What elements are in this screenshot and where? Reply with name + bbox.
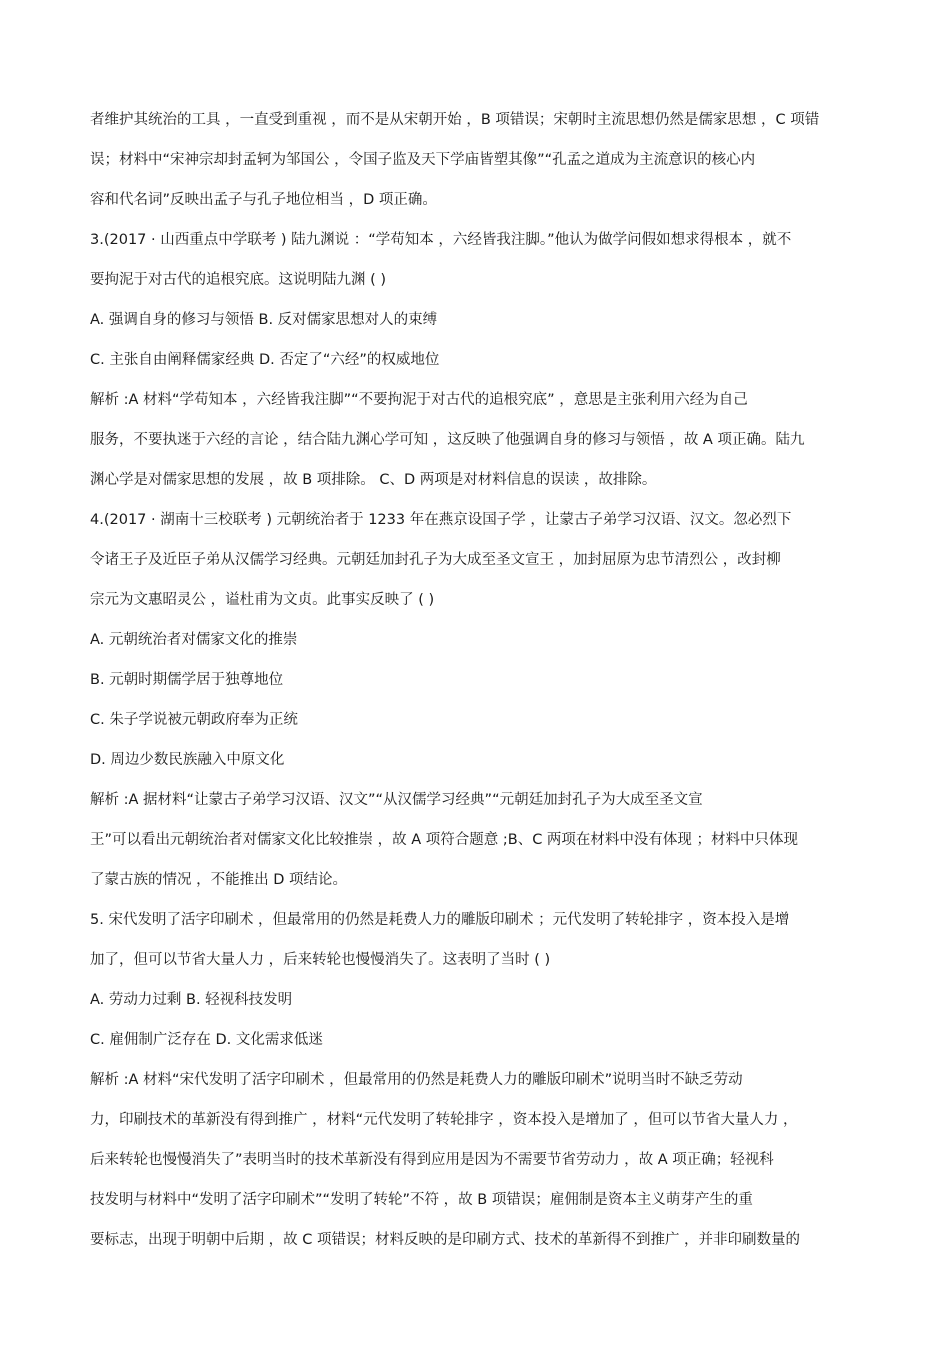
answer-option-a: A. 元朝统治者对儒家文化的推崇 [90,632,298,648]
text-line: 加了，但可以节省大量人力 ，后来转轮也慢慢消失了。这表明了当时 ( ) [90,952,551,968]
text-line: 容和代名词”反映出孟子与孔子地位相当 ，D 项正确。 [90,192,437,208]
text-line: 宗元为文惠昭灵公 ，谥杜甫为文贞。此事实反映了 ( ) [90,592,435,608]
text-line: 令诸王子及近臣子弟从汉儒学习经典。元朝廷加封孔子为大成至圣文宣王 ，加封屈原为忠节清烈公 ，改封柳 [90,552,781,568]
answer-options: A. 劳动力过剩 B. 轻视科技发明 [90,992,293,1008]
text-line: 者维护其统治的工具 ，一直受到重视 ，而不是从宋朝开始 ，B 项错误；宋朝时主流思想仍然是儒家思想 ，C 项错 [90,112,820,128]
text-line: 渊心学是对儒家思想的发展 ，故 B 项排除。 C、D 两项是对材料信息的误读 ，故排除。 [90,472,657,488]
text-line: 王”可以看出元朝统治者对儒家文化比较推崇 ，故 A 项符合题意 ;B、C 两项在材料中没有体现 ；材料中只体现 [90,832,799,848]
analysis-5: 解析 :A 材料“宋代发明了活字印刷术 ，但最常用的仍然是耗费人力的雕版印刷术”说明当时不缺乏劳动 [90,1072,743,1088]
question-5-stem: 5. 宋代发明了活字印刷术 ，但最常用的仍然是耗费人力的雕版印刷术 ；元代发明了转轮排字 ，资本投入是增 [90,912,790,928]
text-line: 了蒙古族的情况 ，不能推出 D 项结论。 [90,872,347,888]
text-line: 服务，不要执迷于六经的言论 ，结合陆九渊心学可知 ，这反映了他强调自身的修习与领悟 ，故 A 项正确。陆九 [90,432,805,448]
question-3-stem: 3.(2017 · 山西重点中学联考 ) 陆九渊说 ：“学苟知本 ，六经皆我注脚。”他认为做学问假如想求得根本 ，就不 [90,232,792,248]
answer-option-b: B. 元朝时期儒学居于独尊地位 [90,672,284,688]
answer-options: A. 强调自身的修习与领悟 B. 反对儒家思想对人的束缚 [90,312,438,328]
analysis-4: 解析 :A 据材料“让蒙古子弟学习汉语、汉文”“从汉儒学习经典”“元朝廷加封孔子为大成至圣文宣 [90,792,703,808]
question-4-stem: 4.(2017 · 湖南十三校联考 ) 元朝统治者于 1233 年在燕京设国子学 ，让蒙古子弟学习汉语、汉文。忽必烈下 [90,512,792,528]
text-line: 后来转轮也慢慢消失了”表明当时的技术革新没有得到应用是因为不需要节省劳动力 ，故 A 项正确；轻视科 [90,1152,774,1168]
answer-options: C. 主张自由阐释儒家经典 D. 否定了“六经”的权威地位 [90,352,440,368]
text-line: 要标志，出现于明朝中后期 ，故 C 项错误；材料反映的是印刷方式、技术的革新得不到推广 ，并非印刷数量的 [90,1232,801,1248]
text-line: 误；材料中“宋神宗却封孟轲为邹国公 ，令国子监及天下学庙皆塑其像”“孔孟之道成为主流意识的核心内 [90,152,756,168]
text-line: 技发明与材料中“发明了活字印刷术”“发明了转轮”不符 ，故 B 项错误；雇佣制是资本主义萌芽产生的重 [90,1192,753,1208]
analysis-3: 解析 :A 材料“学苟知本 ，六经皆我注脚”“不要拘泥于对古代的追根究底” ，意思是主张利用六经为自己 [90,392,748,408]
text-line: 要拘泥于对古代的追根究底。这说明陆九渊 ( ) [90,272,387,288]
answer-options: C. 雇佣制广泛存在 D. 文化需求低迷 [90,1032,323,1048]
answer-option-d: D. 周边少数民族融入中原文化 [90,752,285,768]
text-line: 力，印刷技术的革新没有得到推广 ，材料“元代发明了转轮排字 ，资本投入是增加了 ，但可以节省大量人力 ， [90,1112,798,1128]
answer-option-c: C. 朱子学说被元朝政府奉为正统 [90,712,298,728]
